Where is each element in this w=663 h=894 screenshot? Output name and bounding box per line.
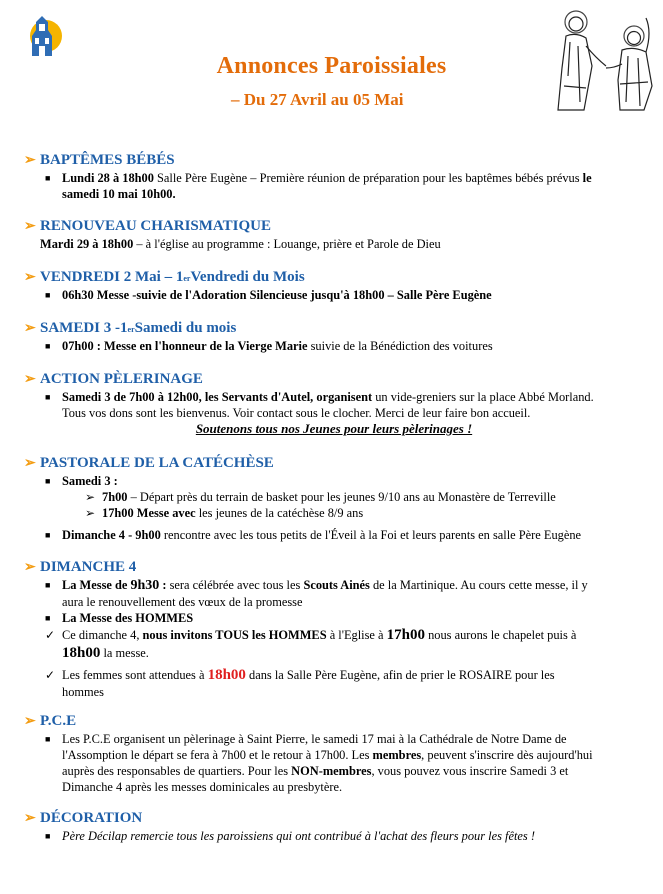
check-item: ✓ Ce dimanche 4, nous invitons TOUS les HOMMES à l'Eglise à 17h00 nous aurons le chapelet puis à (45, 627, 577, 643)
check-item-continuation: hommes (62, 685, 104, 699)
arrow-right-icon: ➢ (24, 219, 36, 234)
list-item: ■ La Messe des HOMMES (45, 611, 194, 625)
check-item-continuation: 18h00 la messe. (62, 645, 149, 661)
section-heading: ➢ ACTION PÈLERINAGE (24, 371, 203, 387)
bullet-icon: ■ (45, 530, 51, 540)
section-heading: ➢ VENDREDI 2 Mai – 1 er Vendredi du Mois (24, 269, 305, 285)
bullet-icon: ■ (45, 341, 51, 351)
bullet-icon: ■ (45, 580, 51, 590)
check-item: ✓ Les femmes sont attendues à 18h00 dans la Salle Père Eugène, afin de prier le ROSAIRE pour les (45, 667, 555, 683)
arrow-bullet-icon: ➢ (85, 506, 96, 520)
date-range: – Du 27 Avril au 05 Mai (231, 90, 404, 109)
bullet-icon: ■ (45, 392, 51, 402)
list-item: ■ Samedi 3 de 7h00 à 12h00, les Servants d'Autel, organisent un vide-greniers sur la place Abbé Morland. (45, 390, 594, 404)
list-item: ■ Lundi 28 à 18h00 Salle Père Eugène – Première réunion de préparation pour les baptêmes bébés prévus le (45, 171, 592, 185)
section-heading: ➢ PASTORALE DE LA CATÉCHÈSE (24, 455, 274, 471)
section-heading: ➢ DÉCORATION (24, 810, 143, 826)
arrow-bullet-icon: ➢ (85, 490, 96, 504)
bullet-icon: ■ (45, 613, 51, 623)
section-baptemes (24, 152, 644, 202)
arrow-right-icon: ➢ (24, 811, 36, 826)
list-item-continuation: Dimanche 4 après les messes dominicales au presbytère. (62, 780, 343, 794)
section-heading: ➢ DIMANCHE 4 (24, 559, 137, 575)
bullet-icon: ■ (45, 476, 51, 486)
bullet-icon: ■ (45, 734, 51, 744)
sub-item: ➢ 7h00 – Départ près du terrain de basket pour les jeunes 9/10 ans au Monastère de Terreville (85, 490, 556, 504)
list-item: ■ 07h00 : Messe en l'honneur de la Vierge Marie suivie de la Bénédiction des voitures (45, 339, 493, 353)
section-heading: ➢ SAMEDI 3 -1 er Samedi du mois (24, 320, 237, 336)
section-decoration (24, 810, 644, 844)
arrow-right-icon: ➢ (24, 714, 36, 729)
list-item-continuation: auprès des responsables de quartiers. Pour les NON-membres, vous pouvez vous inscrire Samedi 3 et (62, 764, 569, 778)
arrow-right-icon: ➢ (24, 153, 36, 168)
bullet-icon: ■ (45, 831, 51, 841)
page-title: Annonces Paroissiales (216, 53, 447, 79)
list-item-continuation: aura le renouvellement des vœux de la promesse (62, 595, 303, 609)
arrow-right-icon: ➢ (24, 321, 36, 336)
section-renouveau (24, 218, 644, 252)
bullet-icon: ■ (45, 290, 51, 300)
list-item: ■ 06h30 Messe -suivie de l'Adoration Silencieuse jusqu'à 18h00 – Salle Père Eugène (45, 288, 492, 302)
section-action-pelerinage (24, 371, 644, 437)
list-item-continuation: samedi 10 mai 10h00. (62, 187, 176, 201)
checkmark-icon: ✓ (45, 668, 56, 682)
arrow-right-icon: ➢ (24, 372, 36, 387)
section-dimanche (24, 559, 644, 700)
list-item-continuation: l'Assomption le départ se fera à 7h00 et le retour à 17h00. Les membres, peuvent s'inscrire dès aujourd'hui (62, 748, 593, 762)
list-item: ■ Dimanche 4 - 9h00 rencontre avec les tous petits de l'Éveil à la Foi et leurs parents en salle Père Eugène (45, 528, 582, 542)
arrow-right-icon: ➢ (24, 270, 36, 285)
section-pce (24, 713, 644, 795)
list-item-continuation: Tous vos dons sont les bienvenus. Voir contact sous le clocher. Merci de leur faire bon accueil. (62, 406, 531, 420)
section-heading: ➢ RENOUVEAU CHARISMATIQUE (24, 218, 271, 234)
section-vendredi (24, 269, 644, 303)
list-item: ■ Père Décilap remercie tous les paroissiens qui ont contribué à l'achat des fleurs pour les fêtes ! (45, 829, 535, 843)
church-logo-icon (22, 14, 62, 58)
section-heading: ➢ BAPTÊMES BÉBÉS (24, 152, 175, 168)
arrow-right-icon: ➢ (24, 456, 36, 471)
section-pastorale (24, 455, 644, 543)
arrow-right-icon: ➢ (24, 560, 36, 575)
checkmark-icon: ✓ (45, 628, 56, 642)
bullet-icon: ■ (45, 173, 51, 183)
section-heading: ➢ P.C.E (24, 713, 77, 729)
list-item: ■ Les P.C.E organisent un pèlerinage à Saint Pierre, le samedi 17 mai à la Cathédrale de Notre Dame de (45, 732, 567, 746)
section-samedi (24, 320, 644, 354)
list-item: ■ La Messe de 9h30 : sera célébrée avec tous les Scouts Ainés de la Martinique. Au cours cette messe, il y (45, 578, 588, 593)
list-item: ■ Samedi 3 : (45, 474, 118, 488)
slogan: Soutenons tous nos Jeunes pour leurs pèlerinages ! (195, 421, 473, 436)
text-line: Mardi 29 à 18h00 – à l'église au programme : Louange, prière et Parole de Dieu (40, 237, 441, 251)
sub-item: ➢ 17h00 Messe avec les jeunes de la catéchèse 8/9 ans (85, 506, 364, 520)
